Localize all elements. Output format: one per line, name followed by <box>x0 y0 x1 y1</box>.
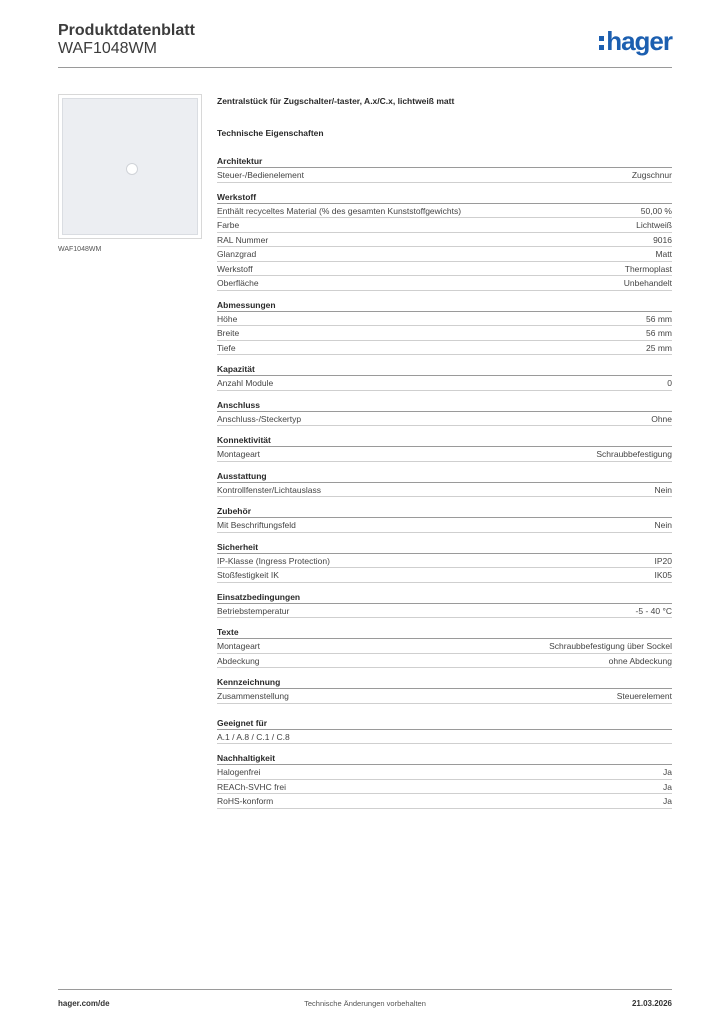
spec-row <box>217 568 672 583</box>
spec-value: Nein <box>654 484 672 495</box>
spec-label: Breite <box>217 328 240 338</box>
image-caption: WAF1048WM <box>58 246 102 253</box>
spec-value: 56 mm <box>646 313 672 324</box>
spec-label: RoHS-konform <box>217 796 274 806</box>
spec-value: IP20 <box>654 555 672 566</box>
spec-label: Mit Beschriftungsfeld <box>217 520 296 530</box>
section-title: Kennzeichnung <box>217 675 672 689</box>
logo-text: hager <box>606 25 672 56</box>
spec-row <box>217 218 672 233</box>
page-header <box>58 20 672 68</box>
spec-label: IP-Klasse (Ingress Protection) <box>217 555 330 566</box>
spec-label: Anzahl Module <box>217 378 274 388</box>
spec-section <box>217 675 672 704</box>
spec-label: Steuer-/Bedienelement <box>217 170 304 180</box>
section-title: Geeignet für <box>217 716 672 730</box>
spec-value: 25 mm <box>646 342 672 353</box>
spec-label: Farbe <box>217 220 240 230</box>
spec-section <box>217 362 672 391</box>
section-title: Zubehör <box>217 504 672 518</box>
footer-note: Technische Änderungen vorbehalten <box>304 999 426 1008</box>
spec-value: Nein <box>654 520 672 530</box>
spec-section <box>217 590 672 619</box>
spec-value: 50,00 % <box>640 205 672 216</box>
spec-label: REACh-SVHC frei <box>217 781 286 792</box>
spec-value: Ohne <box>651 413 672 424</box>
hager-logo <box>599 26 672 56</box>
spec-value: 0 <box>667 378 672 388</box>
product-description: Zentralstück für Zugschalter/-taster, A.x/C.x, lichtweiß matt <box>217 96 455 106</box>
spec-row <box>217 794 672 809</box>
spec-row <box>217 654 672 669</box>
section-title: Architektur <box>217 154 672 168</box>
spec-row <box>217 554 672 569</box>
spec-section <box>217 190 672 291</box>
spec-label: Stoßfestigkeit IK <box>217 570 279 580</box>
spec-value: 9016 <box>653 234 672 245</box>
section-title: Ausstattung <box>217 469 672 483</box>
section-title: Nachhaltigkeit <box>217 751 672 765</box>
spec-section <box>217 398 672 427</box>
spec-label: A.1 / A.8 / C.1 / C.8 <box>217 731 290 742</box>
pull-cord-hole <box>126 163 138 175</box>
spec-label: Zusammenstellung <box>217 691 289 701</box>
spec-row <box>217 518 672 533</box>
spec-label: RAL Nummer <box>217 234 269 245</box>
specifications <box>217 96 672 816</box>
section-title: Einsatzbedingungen <box>217 590 672 604</box>
spec-row <box>217 412 672 427</box>
spec-row <box>217 483 672 498</box>
spec-row <box>217 168 672 183</box>
spec-value: Ja <box>663 781 672 792</box>
spec-label: Tiefe <box>217 342 236 353</box>
spec-section <box>217 469 672 498</box>
spec-row <box>217 204 672 219</box>
spec-section <box>217 716 672 745</box>
product-image <box>58 94 202 239</box>
logo-dots-icon <box>599 36 604 50</box>
spec-row <box>217 326 672 341</box>
spec-sections <box>217 154 672 809</box>
product-code: WAF1048WM <box>58 40 157 57</box>
spec-section <box>217 298 672 356</box>
spec-section <box>217 540 672 583</box>
spec-value: Ja <box>663 796 672 806</box>
spec-row <box>217 312 672 327</box>
section-title: Texte <box>217 625 672 639</box>
spec-label: Höhe <box>217 313 238 324</box>
spec-value: Unbehandelt <box>623 278 672 288</box>
spec-label: Abdeckung <box>217 655 260 666</box>
spec-value: Schraubbefestigung über Sockel <box>549 641 672 651</box>
spec-value: Zugschnur <box>631 170 672 180</box>
spec-label: Oberfläche <box>217 278 259 288</box>
section-title: Kapazität <box>217 362 672 376</box>
section-title: Werkstoff <box>217 190 672 204</box>
spec-section <box>217 504 672 533</box>
cover-plate-image <box>62 98 198 235</box>
page-footer <box>58 989 672 1013</box>
spec-label: Halogenfrei <box>217 767 261 777</box>
spec-value: Thermoplast <box>624 263 672 274</box>
spec-row <box>217 276 672 291</box>
spec-label: Betriebstemperatur <box>217 605 290 616</box>
document-title: Produktdatenblatt <box>58 22 195 39</box>
spec-row <box>217 341 672 356</box>
spec-row <box>217 447 672 462</box>
section-title: Sicherheit <box>217 540 672 554</box>
footer-website[interactable]: hager.com/de <box>58 999 110 1008</box>
spec-row <box>217 639 672 654</box>
spec-label: Werkstoff <box>217 263 253 274</box>
spec-value: 56 mm <box>646 328 672 338</box>
spec-value: IK05 <box>654 570 672 580</box>
spec-row <box>217 247 672 262</box>
spec-section <box>217 433 672 462</box>
spec-value: Ja <box>663 767 672 777</box>
spec-value: Steuerelement <box>616 691 672 701</box>
spec-row <box>217 765 672 780</box>
spec-label: Montageart <box>217 449 260 459</box>
spec-value: Schraubbefestigung <box>596 449 672 459</box>
technical-properties-heading: Technische Eigenschaften <box>217 128 324 138</box>
spec-label: Enthält recyceltes Material (% des gesamten Kunststoffgewichts) <box>217 205 462 216</box>
section-title: Anschluss <box>217 398 672 412</box>
spec-row <box>217 730 672 745</box>
section-title: Konnektivität <box>217 433 672 447</box>
spec-label: Glanzgrad <box>217 249 257 259</box>
spec-row <box>217 233 672 248</box>
spec-value: Matt <box>655 249 672 259</box>
spec-section <box>217 625 672 668</box>
spec-label: Anschluss-/Steckertyp <box>217 413 302 424</box>
spec-row <box>217 262 672 277</box>
spec-label: Montageart <box>217 641 260 651</box>
spec-label: Kontrollfenster/Lichtauslass <box>217 484 321 495</box>
spec-section <box>217 154 672 183</box>
spec-value: -5 - 40 °C <box>635 605 672 616</box>
spec-row <box>217 689 672 704</box>
section-title: Abmessungen <box>217 298 672 312</box>
spec-row <box>217 604 672 619</box>
spec-section <box>217 751 672 809</box>
footer-date: 21.03.2026 <box>631 999 672 1008</box>
spec-value: ohne Abdeckung <box>608 655 672 666</box>
spec-row <box>217 780 672 795</box>
spec-row <box>217 376 672 391</box>
spec-value: Lichtweiß <box>636 220 672 230</box>
